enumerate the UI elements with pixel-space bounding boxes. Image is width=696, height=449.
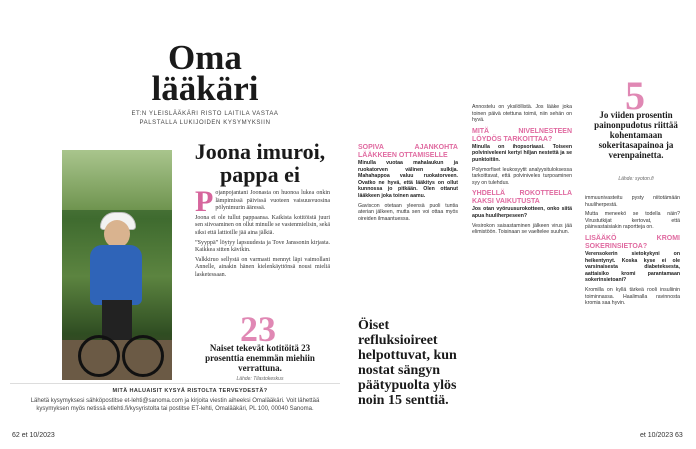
qa-heading: MITÄ NIVELNESTEEN LÖYDÖS TARKOITTAA? <box>472 127 572 143</box>
pull-quote: Naiset tekevät kotitöitä 23 prosenttia enemmän miehiin verrattuna. <box>205 343 315 373</box>
head-shape <box>104 220 130 248</box>
qa-column-1 <box>358 140 458 225</box>
qa-answer: immuunivasteitu pysty niitotämään huuliherpestä. <box>585 195 680 208</box>
pull-quote-reflux: Öiset refluksioireet helpottuvat, kun nostat sängyn päätypuolta ylös noin 15 senttiä. <box>358 318 457 408</box>
qa-column-2 <box>472 104 572 239</box>
page-number-left: 62 et 10/2023 <box>12 432 55 439</box>
qa-question: Minulla on ihopsoriaasi. Toiseen polviniveleeni kertyi hiljan nestettä ja se punktoitiin. <box>472 143 572 163</box>
dropcap: P <box>195 185 214 218</box>
jacket-shape <box>90 245 142 305</box>
qa-heading: SOPIVA AJANKOHTA LÄÄKKEEN OTTAMISELLE <box>358 144 458 159</box>
footer-heading: MITÄ HALUAISIT KYSYÄ RISTOLTA TERVEYDESTÄ? <box>112 388 268 394</box>
qa-answer: Mutta meneekö se todella näin? Virustutkijat kertovat, että päinvastaisiakin raportteja on. <box>585 211 680 231</box>
qa-heading: YHDELLÄ ROKOTTEELLA KAKSI VAIKUTUSTA <box>472 190 572 206</box>
legs-shape <box>102 300 132 340</box>
lead-paragraph: Valkkiruo sellystä on varmasti mennyt läpi vaimollani Annelle, ainakin hänen kielenkäyttönsä nousi mieliä lasketessaan. <box>195 256 330 278</box>
column-subtitle: ET:N YLEISLÄÄKÄRI RISTO LAITILA VASTAA PALSTALLA LUKIJOIDEN KYSYMYKSIIN <box>131 111 279 126</box>
pull-quote-weight: Jo viiden prosentin painonpudotus riittää kohentamaan sokeritasapainoa ja verenpainetta. <box>594 110 678 160</box>
pull-quote-source: Lähde: Tilastokeskus <box>236 376 284 382</box>
qa-question: Verensokerin sietokykyni on heikentynyt. Koska kyse ei ole varsinaisesta diabeteksesta, aattaisiko kromi parantamaan sokerinsietoani? <box>585 250 680 284</box>
article-headline: Joona imuroi, pappa ei <box>194 139 326 187</box>
qa-question: Jos otan vyöruusurokotteen, onko siitä apua huuliherpeseen? <box>472 206 572 219</box>
lead-paragraph: ojanpojantani Joonasta on huonoa lukea onkin lämpimissä päivissä vuoteen vaisuusvuosina pölynimurin ääressä. <box>215 190 330 212</box>
pull-quote-weight-source: Lähde: syoton.fi <box>618 176 654 182</box>
front-wheel <box>78 335 120 377</box>
article-body <box>195 185 330 282</box>
qa-answer: Gaviscon otetaan yleensä puoli tuntia aterian jälkeen, mutta sen voi ottaa myös oireiden ilmaantuessa. <box>358 202 458 222</box>
pull-quote-number-5: 5 <box>625 73 645 118</box>
qa-question: Minulla vuotaa mahalaukun ja ruokatorven välinen sulkija. Mahahappoa valuu ruokatorveen. Ovatko ne hyvä, että lääkitys on ollut kunnossa jo pitkään. Olen ottanut lääkkeen joka toinen aamu. <box>358 160 458 199</box>
qa-heading: LISÄÄKÖ KROMI SOKERINSIETOA? <box>585 234 680 250</box>
qa-column-3 <box>585 195 680 310</box>
qa-answer: Kromilla on kyllä tärkeä rooli insuliinin toiminnassa. Haalimalla ravinnosta kromia saa hyvin. <box>585 286 680 307</box>
footer-text: Lähetä kysymyksesi sähköpostitse et-lehti@sanoma.com ja kirjoita viestin aiheeksi Omalääkäri. Voit lähettää kysymyksen myös netissä etlehti.fi/kysyristolta tai postitse ET-lehti, Omalääkäri, PL 100, 00040 Sanoma. <box>30 398 320 412</box>
photo-sky <box>62 150 172 210</box>
qa-answer: Annostelu on yksilöllistä. Jos lääke joka toinen päivä otettuna toimii, niin sehän on hyvä. <box>472 104 572 124</box>
column-title: Oma lääkäri <box>151 38 259 108</box>
pull-quote-number: 23 <box>240 309 276 349</box>
cyclist-photo <box>62 150 172 380</box>
footer-divider <box>10 383 340 384</box>
lead-paragraph: ”Syyppä” löytyy lapsuudesta ja Tove Janssonin kirjasta. Kaikkea sitten kävikin. <box>195 239 330 254</box>
qa-answer: Vesirokon saisastaminen jälkeen virus jää elimistöön. Toisinaan se vaeltelee suuhun. <box>472 222 572 236</box>
lead-paragraph: Joona ei ole tullut pappaansa. Kaikista kotitöistä juuri sen siivoaminen on ollut minulle se vastenmielisin, sekä siksi että lattioille jää aina jälkiä. <box>195 214 330 236</box>
rear-wheel <box>122 335 164 377</box>
page-number-right: et 10/2023 63 <box>640 432 683 439</box>
qa-answer: Polymorfiset leukosyytit analyysituloksessa tarkoittavat, että polviniveles turpoaminen syy on tulehdus. <box>472 166 572 186</box>
